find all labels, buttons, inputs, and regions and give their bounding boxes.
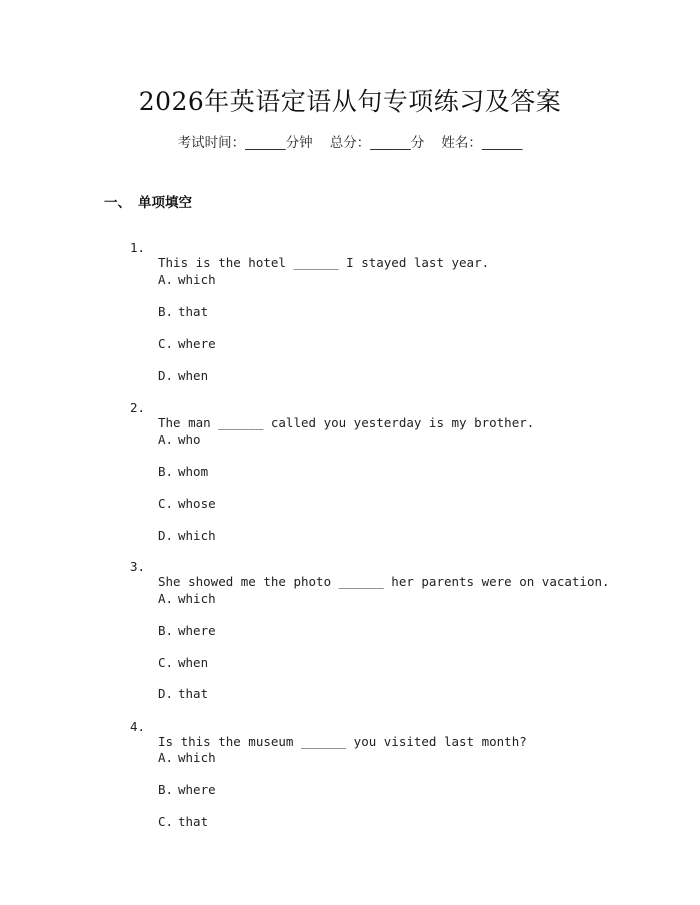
option-text: which	[178, 272, 216, 287]
option-letter: D.	[158, 686, 174, 701]
question-number: 4.	[130, 719, 146, 734]
question-text: Is this the museum ______ you visited last month?	[158, 734, 527, 749]
question-text: The man ______ called you yesterday is my brother.	[158, 415, 535, 430]
option-text: where	[178, 782, 216, 797]
option-letter: B.	[158, 304, 174, 319]
option-text: when	[178, 368, 209, 383]
option-text: whose	[178, 496, 216, 511]
option-letter: B.	[158, 464, 174, 479]
option-text: who	[178, 432, 201, 447]
option-letter: A.	[158, 750, 174, 765]
exam-info-line: 考试时间：______分钟 总分：______分 姓名：______	[177, 135, 523, 151]
option-letter: B.	[158, 782, 174, 797]
option-letter: C.	[158, 336, 174, 351]
section-number: 一、	[104, 195, 131, 211]
section-heading	[104, 191, 192, 211]
page-title: 2026年英语定语从句专项练习及答案	[138, 87, 562, 116]
option-letter: C.	[158, 655, 174, 670]
option-letter: C.	[158, 496, 174, 511]
question-text: She showed me the photo ______ her parents were on vacation.	[158, 574, 610, 589]
option-letter: A.	[158, 432, 174, 447]
option-text: whom	[178, 464, 209, 479]
option-letter: C.	[158, 814, 174, 829]
option-text: which	[178, 750, 216, 765]
option-text: which	[178, 528, 216, 543]
option-letter: A.	[158, 272, 174, 287]
option-text: where	[178, 336, 216, 351]
option-text: that	[178, 304, 209, 319]
option-letter: A.	[158, 591, 174, 606]
question-number: 2.	[130, 400, 146, 415]
question-number: 3.	[130, 559, 146, 574]
question-number: 1.	[130, 240, 146, 255]
answer-option	[0, 799, 209, 844]
option-letter: D.	[158, 368, 174, 383]
option-text: when	[178, 655, 209, 670]
option-text: that	[178, 686, 209, 701]
option-letter: B.	[158, 623, 174, 638]
question-text: This is the hotel ______ I stayed last year.	[158, 255, 490, 270]
option-letter: D.	[158, 528, 174, 543]
option-text: where	[178, 623, 216, 638]
section-label: 单项填空	[138, 195, 192, 211]
option-text: which	[178, 591, 216, 606]
option-text: that	[178, 814, 209, 829]
